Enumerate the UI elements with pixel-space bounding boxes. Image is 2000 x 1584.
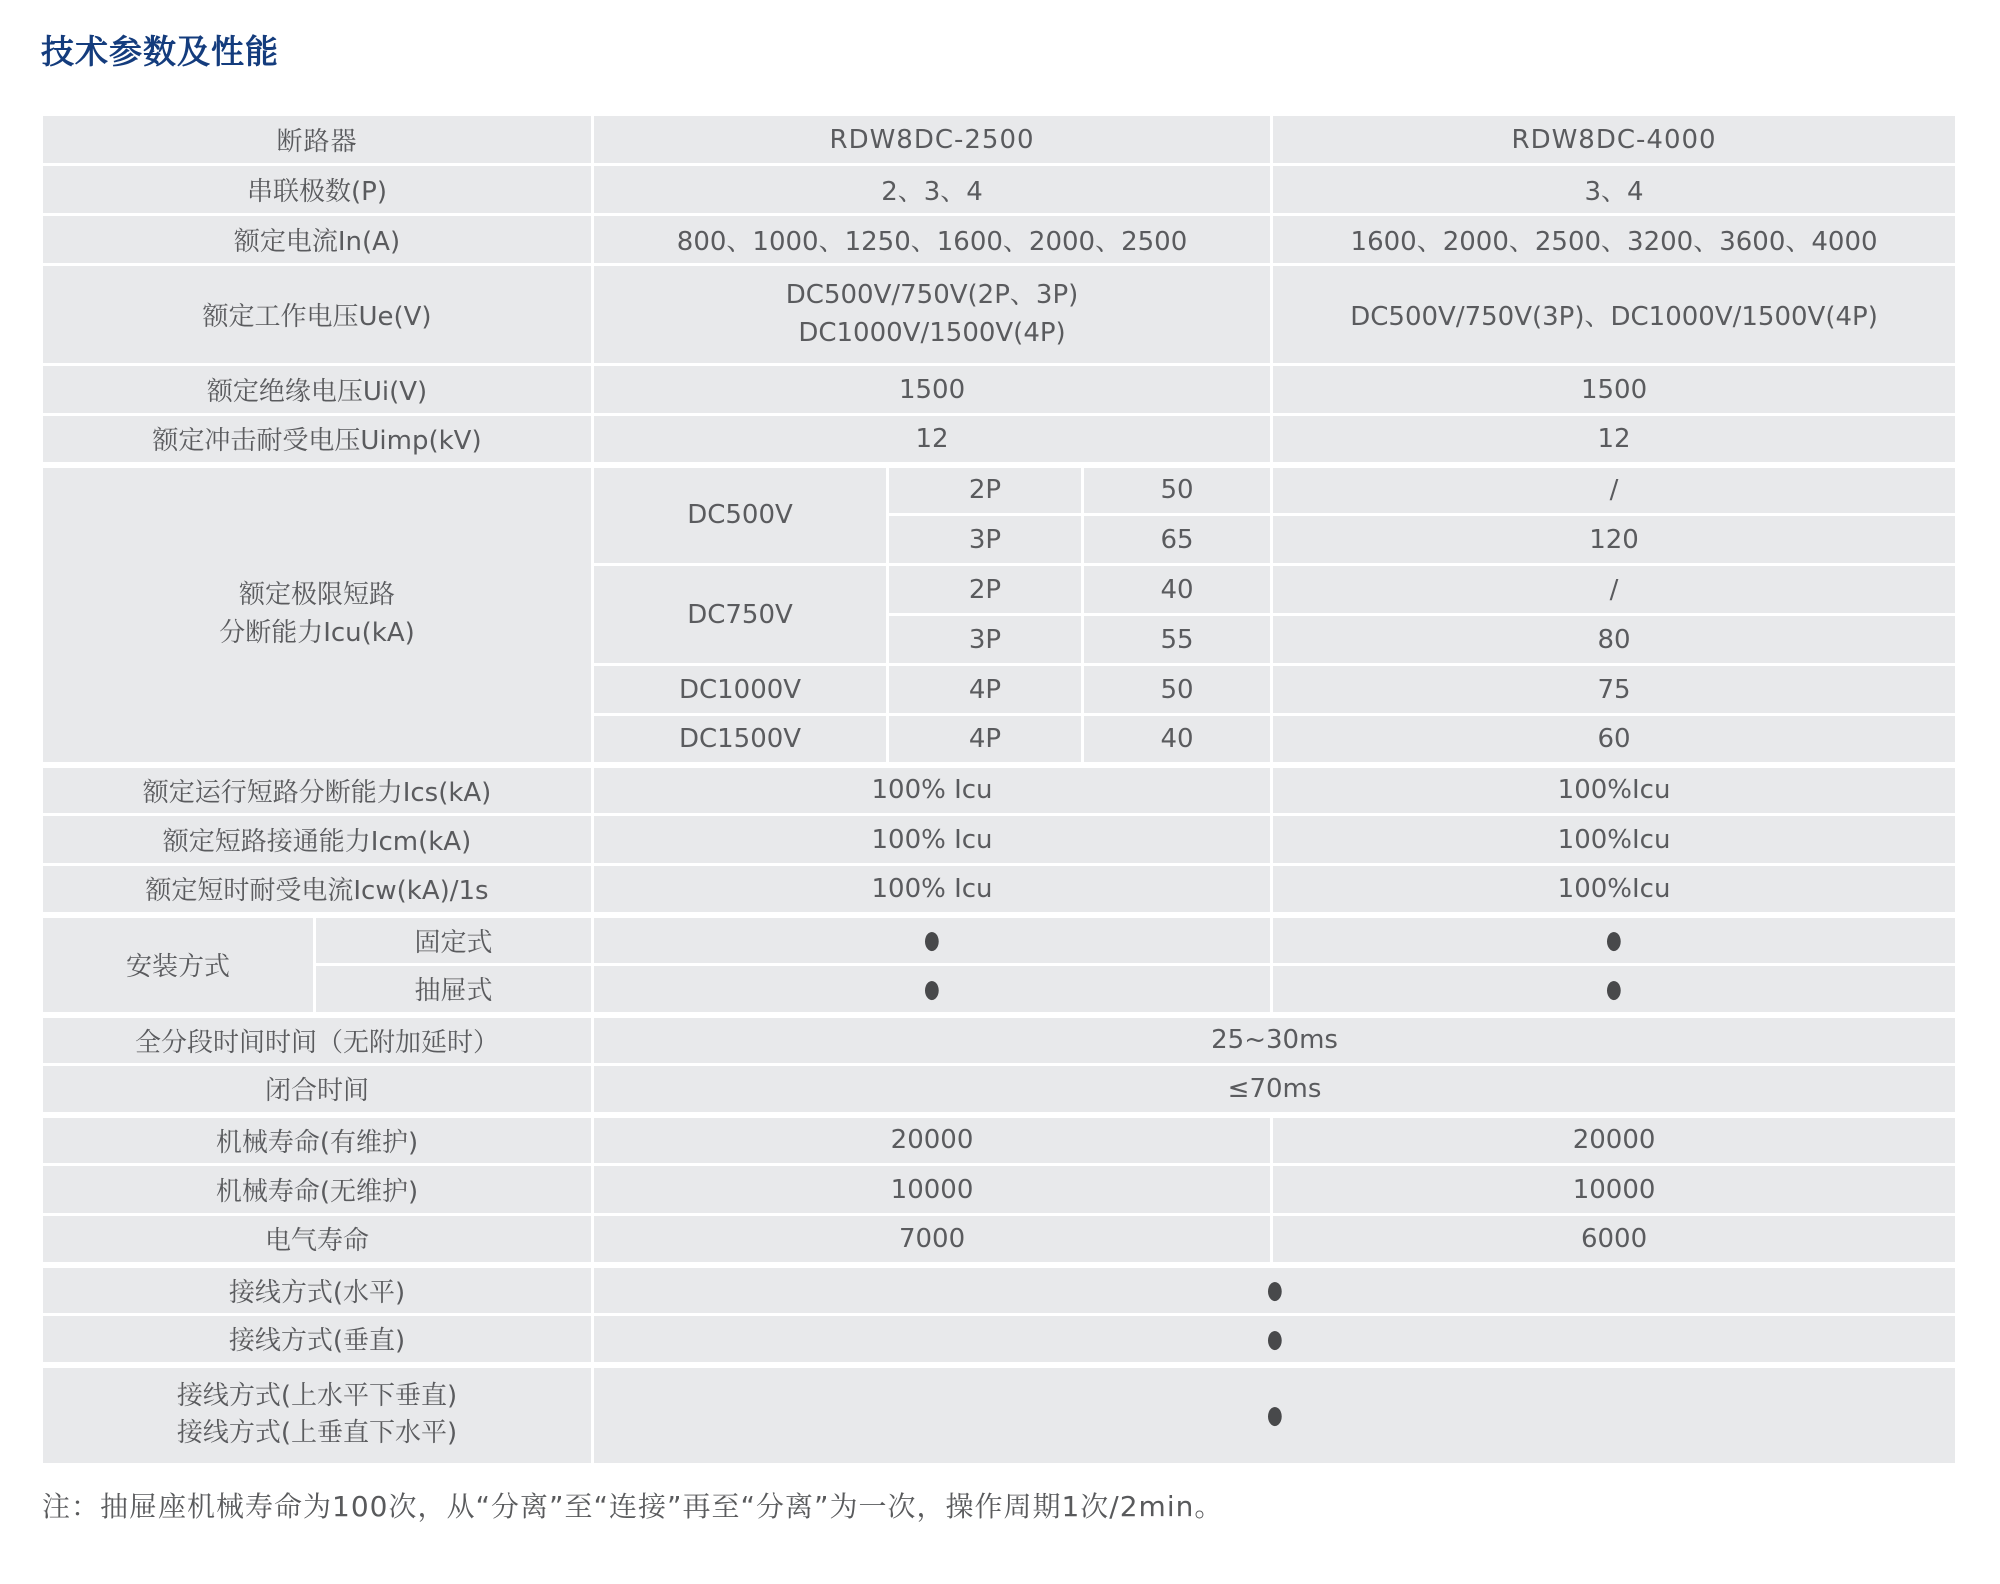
icu-2500-cell: 65 xyxy=(1083,515,1272,565)
value-span-cell xyxy=(593,1315,1957,1365)
value-span-cell xyxy=(593,1365,1957,1465)
wiring-mixed-line1: 接线方式(上水平下垂直) xyxy=(176,1380,458,1411)
value-2500-cell: 100% Icu xyxy=(593,865,1272,915)
value-2500-cell xyxy=(593,915,1272,965)
icu-voltage-cell: DC500V xyxy=(593,465,888,565)
value-4000-cell: 3、4 xyxy=(1272,165,1957,215)
table-header-row xyxy=(42,115,1957,165)
install-label-cell: 安装方式 xyxy=(42,915,315,1015)
value-4000-cell: 100%Icu xyxy=(1272,815,1957,865)
icu-voltage-cell: DC1000V xyxy=(593,665,888,715)
table-row xyxy=(42,365,1957,415)
table-row xyxy=(42,1365,1957,1465)
table-row xyxy=(42,1115,1957,1165)
value-4000-cell: 100%Icu xyxy=(1272,765,1957,815)
icu-2500-cell: 50 xyxy=(1083,665,1272,715)
icu-4000-cell: 80 xyxy=(1272,615,1957,665)
icu-4000-cell: / xyxy=(1272,465,1957,515)
icu-voltage-cell: DC1500V xyxy=(593,715,888,765)
row-label-cell: 电气寿命 xyxy=(42,1215,593,1265)
dot-icon: ● xyxy=(1606,925,1622,955)
row-label-cell: 闭合时间 xyxy=(42,1065,593,1115)
icu-label-cell xyxy=(42,465,593,765)
value-4000-cell: 12 xyxy=(1272,415,1957,465)
icu-4000-cell: / xyxy=(1272,565,1957,615)
table-row xyxy=(42,265,1957,365)
value-2500-cell: 100% Icu xyxy=(593,765,1272,815)
value-4000-cell: 100%Icu xyxy=(1272,865,1957,915)
dot-icon: ● xyxy=(1266,1275,1283,1305)
row-label-cell: 额定短时耐受电流Icw(kA)/1s xyxy=(42,865,593,915)
value-2500-cell: 100% Icu xyxy=(593,815,1272,865)
dot-icon: ● xyxy=(924,925,940,955)
dot-icon: ● xyxy=(1606,973,1622,1003)
value-2500-cell xyxy=(593,265,1272,365)
wiring-mixed-line2: 接线方式(上垂直下水平) xyxy=(176,1418,458,1449)
icu-label-line1: 额定极限短路 xyxy=(239,579,396,610)
value-2500-cell: 800、1000、1250、1600、2000、2500 xyxy=(593,215,1272,265)
value-2500-cell xyxy=(593,965,1272,1015)
value-span-cell xyxy=(593,1265,1957,1315)
value-4000-cell: 10000 xyxy=(1272,1165,1957,1215)
page-title: 技术参数及性能 xyxy=(41,32,279,71)
icu-2500-cell: 40 xyxy=(1083,565,1272,615)
install-row xyxy=(42,915,1957,965)
table-row xyxy=(42,1065,1957,1115)
icu-4000-cell: 75 xyxy=(1272,665,1957,715)
row-label-cell: 全分段时间时间（无附加延时） xyxy=(42,1015,593,1065)
icu-pole-cell: 4P xyxy=(888,665,1083,715)
table-row xyxy=(42,1315,1957,1365)
row-label-cell: 额定冲击耐受电压Uimp(kV) xyxy=(42,415,593,465)
table-row xyxy=(42,1015,1957,1065)
icu-2500-cell: 50 xyxy=(1083,465,1272,515)
row-label-cell xyxy=(42,1365,593,1465)
icu-pole-cell: 2P xyxy=(888,465,1083,515)
row-label-cell: 接线方式(水平) xyxy=(42,1265,593,1315)
install-type-cell: 抽屉式 xyxy=(315,965,593,1015)
value-span-cell: 25~30ms xyxy=(593,1015,1957,1065)
table-row xyxy=(42,815,1957,865)
dot-icon: ● xyxy=(924,973,940,1003)
row-label-cell: 额定运行短路分断能力Ics(kA) xyxy=(42,765,593,815)
table-row xyxy=(42,215,1957,265)
table-row xyxy=(42,765,1957,815)
icu-pole-cell: 3P xyxy=(888,515,1083,565)
spec-table xyxy=(40,113,1958,1466)
row-label-cell: 额定绝缘电压Ui(V) xyxy=(42,365,593,415)
value-span-cell: ≤70ms xyxy=(593,1065,1957,1115)
value-4000-cell xyxy=(1272,965,1957,1015)
value-2500-cell: 2、3、4 xyxy=(593,165,1272,215)
install-row xyxy=(42,965,1957,1015)
row-label-cell: 串联极数(P) xyxy=(42,165,593,215)
value-4000-cell: 20000 xyxy=(1272,1115,1957,1165)
value-2500-cell: 1500 xyxy=(593,365,1272,415)
row-label-cell: 额定电流In(A) xyxy=(42,215,593,265)
value-4000-cell: 6000 xyxy=(1272,1215,1957,1265)
table-row xyxy=(42,415,1957,465)
dot-icon: ● xyxy=(1266,1323,1283,1353)
dot-icon: ● xyxy=(1266,1400,1283,1430)
ue-2500-line1: DC500V/750V(2P、3P) xyxy=(785,279,1079,310)
icu-pole-cell: 2P xyxy=(888,565,1083,615)
row-label-cell: 机械寿命(有维护) xyxy=(42,1115,593,1165)
icu-4000-cell: 120 xyxy=(1272,515,1957,565)
value-2500-cell: 20000 xyxy=(593,1115,1272,1165)
icu-pole-cell: 3P xyxy=(888,615,1083,665)
icu-2500-cell: 55 xyxy=(1083,615,1272,665)
table-row xyxy=(42,1215,1957,1265)
ue-2500-line2: DC1000V/1500V(4P) xyxy=(798,317,1066,348)
icu-2500-cell: 40 xyxy=(1083,715,1272,765)
value-2500-cell: 7000 xyxy=(593,1215,1272,1265)
icu-4000-cell: 60 xyxy=(1272,715,1957,765)
row-label-cell: 接线方式(垂直) xyxy=(42,1315,593,1365)
header-product-cell: 断路器 xyxy=(42,115,593,165)
row-label-cell: 额定工作电压Ue(V) xyxy=(42,265,593,365)
icu-row xyxy=(42,465,1957,515)
header-model-4000-cell: RDW8DC-4000 xyxy=(1272,115,1957,165)
table-row xyxy=(42,865,1957,915)
row-label-cell: 额定短路接通能力Icm(kA) xyxy=(42,815,593,865)
table-row xyxy=(42,165,1957,215)
value-2500-cell: 12 xyxy=(593,415,1272,465)
icu-label-line2: 分断能力Icu(kA) xyxy=(219,617,415,648)
icu-pole-cell: 4P xyxy=(888,715,1083,765)
value-4000-cell xyxy=(1272,915,1957,965)
row-label-cell: 机械寿命(无维护) xyxy=(42,1165,593,1215)
table-row xyxy=(42,1265,1957,1315)
value-4000-cell: DC500V/750V(3P)、DC1000V/1500V(4P) xyxy=(1272,265,1957,365)
install-type-cell: 固定式 xyxy=(315,915,593,965)
value-4000-cell: 1600、2000、2500、3200、3600、4000 xyxy=(1272,215,1957,265)
footnote: 注：抽屉座机械寿命为100次，从“分离”至“连接”再至“分离”为一次，操作周期1次/2min。 xyxy=(42,1490,1224,1523)
header-model-2500-cell: RDW8DC-2500 xyxy=(593,115,1272,165)
value-2500-cell: 10000 xyxy=(593,1165,1272,1215)
icu-voltage-cell: DC750V xyxy=(593,565,888,665)
value-4000-cell: 1500 xyxy=(1272,365,1957,415)
table-row xyxy=(42,1165,1957,1215)
